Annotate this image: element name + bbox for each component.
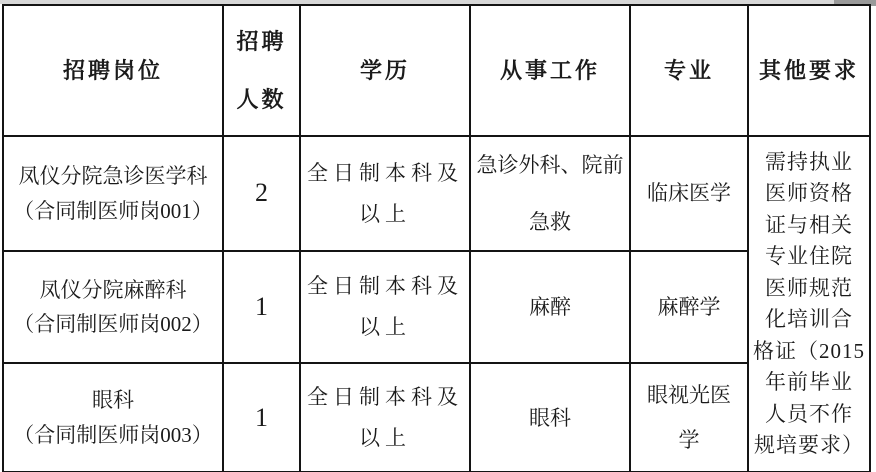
- header-major: 专业: [630, 5, 748, 136]
- cell-major: 麻醉学: [630, 251, 748, 363]
- cell-work: 眼科: [470, 363, 630, 472]
- header-education: 学历: [300, 5, 470, 136]
- cell-education: 全日制本科及 以上: [300, 136, 470, 251]
- header-work: 从事工作: [470, 5, 630, 136]
- cell-count: 2: [223, 136, 300, 251]
- header-other-requirements: 其他要求: [748, 5, 870, 136]
- cell-work: 麻醉: [470, 251, 630, 363]
- recruitment-table: [2, 4, 871, 472]
- cell-education: 全日制本科及 以上: [300, 251, 470, 363]
- cell-major: 眼视光医 学: [630, 363, 748, 472]
- cell-other-requirements: 需持执业 医师资格 证与相关 专业住院 医师规范 化培训合 格证（2015 年前毕业 人员不作 规培要求）: [748, 136, 870, 472]
- cell-work: 急诊外科、院前 急救: [470, 136, 630, 251]
- table-row: [3, 251, 870, 363]
- cell-position: 眼科 （合同制医师岗003）: [3, 363, 223, 472]
- cell-count: 1: [223, 251, 300, 363]
- cell-position: 凤仪分院急诊医学科 （合同制医师岗001）: [3, 136, 223, 251]
- table-row: [3, 136, 870, 251]
- cell-education: 全日制本科及 以上: [300, 363, 470, 472]
- header-position: 招聘岗位: [3, 5, 223, 136]
- cell-position: 凤仪分院麻醉科 （合同制医师岗002）: [3, 251, 223, 363]
- table-row: [3, 363, 870, 472]
- header-row: [3, 5, 870, 136]
- cell-major: 临床医学: [630, 136, 748, 251]
- cell-count: 1: [223, 363, 300, 472]
- header-count: 招聘 人数: [223, 5, 300, 136]
